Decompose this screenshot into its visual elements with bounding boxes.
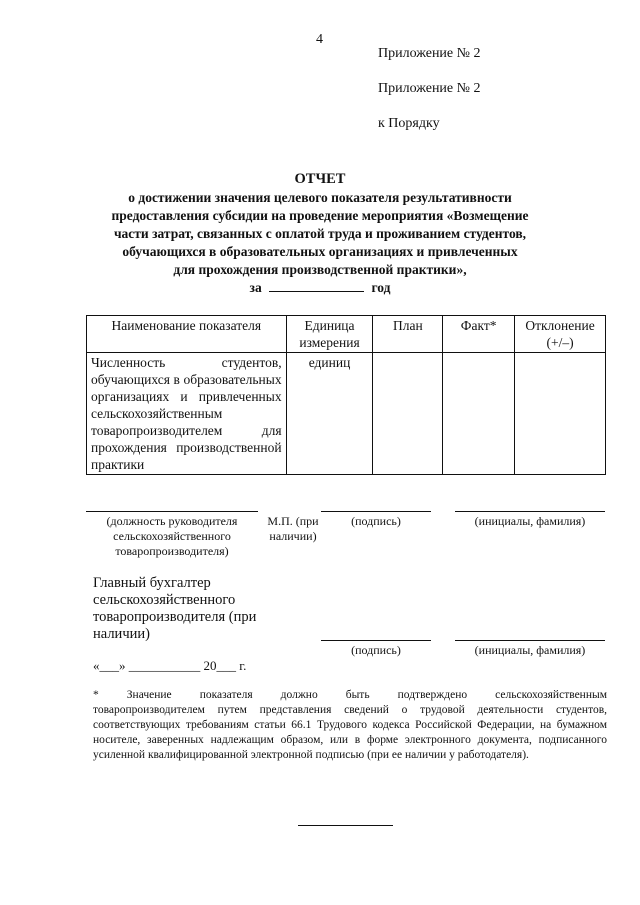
footnote-text: товаропроизводителем путем представления сведений о трудовой деятельности студентов, соответствующих требованиям статьи 66.1 Трудового кодекса Российской Федерации, на бумажном носителе, заверенных надлежащим образом, или в форме электронного документа, подписанного усиленной квалифицированной электронной подписью (при ее наличии у работодателя). xyxy=(93,704,607,761)
date-line[interactable]: «___» ___________ 20___ г. xyxy=(93,658,247,673)
accountant-signature-line[interactable] xyxy=(321,640,431,641)
cell-unit: единиц xyxy=(286,353,373,475)
head-position-caption: (должность руководителя сельскохозяйственного товаропроизводителя) xyxy=(106,514,238,558)
report-heading: ОТЧЕТ xyxy=(294,171,346,187)
accountant-initials-line[interactable] xyxy=(455,640,605,641)
table-row xyxy=(87,353,606,475)
footnote-first-line: * Значение показателя должно быть подтверждено сельскохозяйственным xyxy=(93,689,607,701)
period-blank[interactable] xyxy=(269,279,364,292)
header-unit: Единица измерения xyxy=(286,316,373,353)
report-subtitle-line-2: предоставления субсидии на проведение мероприятия «Возмещение xyxy=(111,208,529,223)
appendix-line-2: Приложение № 2 xyxy=(378,81,481,96)
initials-caption: (инициалы, фамилия) xyxy=(474,514,586,528)
footnote xyxy=(93,688,607,763)
header-deviation: Отклонение (+/–) xyxy=(515,316,606,353)
head-position-line[interactable] xyxy=(86,511,258,512)
cell-indicator-name: Численность студентов, обучающихся в образовательных организациях и привлеченных сельскохозяйственным товаропроизводителем для прохождения производственной практики xyxy=(87,353,287,475)
appendix-line-1: Приложение № 2 xyxy=(378,46,481,61)
signature-caption: (подпись) xyxy=(351,514,401,528)
period-suffix: год xyxy=(371,280,391,295)
header-fact: Факт* xyxy=(443,316,515,353)
signature-line[interactable] xyxy=(321,511,431,512)
indicator-table xyxy=(86,315,606,475)
end-divider xyxy=(298,825,393,826)
header-plan: План xyxy=(373,316,443,353)
accountant-initials-caption: (инициалы, фамилия) xyxy=(474,643,586,657)
report-subtitle-line-1: о достижении значения целевого показателя результативности xyxy=(128,190,512,205)
accountant-signature-caption: (подпись) xyxy=(351,643,401,657)
cell-deviation[interactable] xyxy=(515,353,606,475)
appendix-line-3: к Порядку xyxy=(378,116,440,131)
stamp-caption: М.П. (при наличии) xyxy=(267,514,319,543)
report-subtitle-line-4: обучающихся в образовательных организациях и привлеченных xyxy=(122,244,518,259)
report-period xyxy=(0,279,640,297)
page-number: 4 xyxy=(316,32,323,47)
cell-plan[interactable] xyxy=(373,353,443,475)
initials-line[interactable] xyxy=(455,511,605,512)
cell-fact[interactable] xyxy=(443,353,515,475)
report-subtitle-line-3: части затрат, связанных с оплатой труда и проживанием студентов, xyxy=(113,226,527,241)
header-name: Наименование показателя xyxy=(87,316,287,353)
accountant-label: Главный бухгалтер сельскохозяйственного товаропроизводителя (при наличии) xyxy=(93,575,257,642)
table-header-row xyxy=(87,316,606,353)
period-prefix: за xyxy=(249,280,262,295)
report-subtitle-line-5: для прохождения производственной практики», xyxy=(173,262,467,277)
